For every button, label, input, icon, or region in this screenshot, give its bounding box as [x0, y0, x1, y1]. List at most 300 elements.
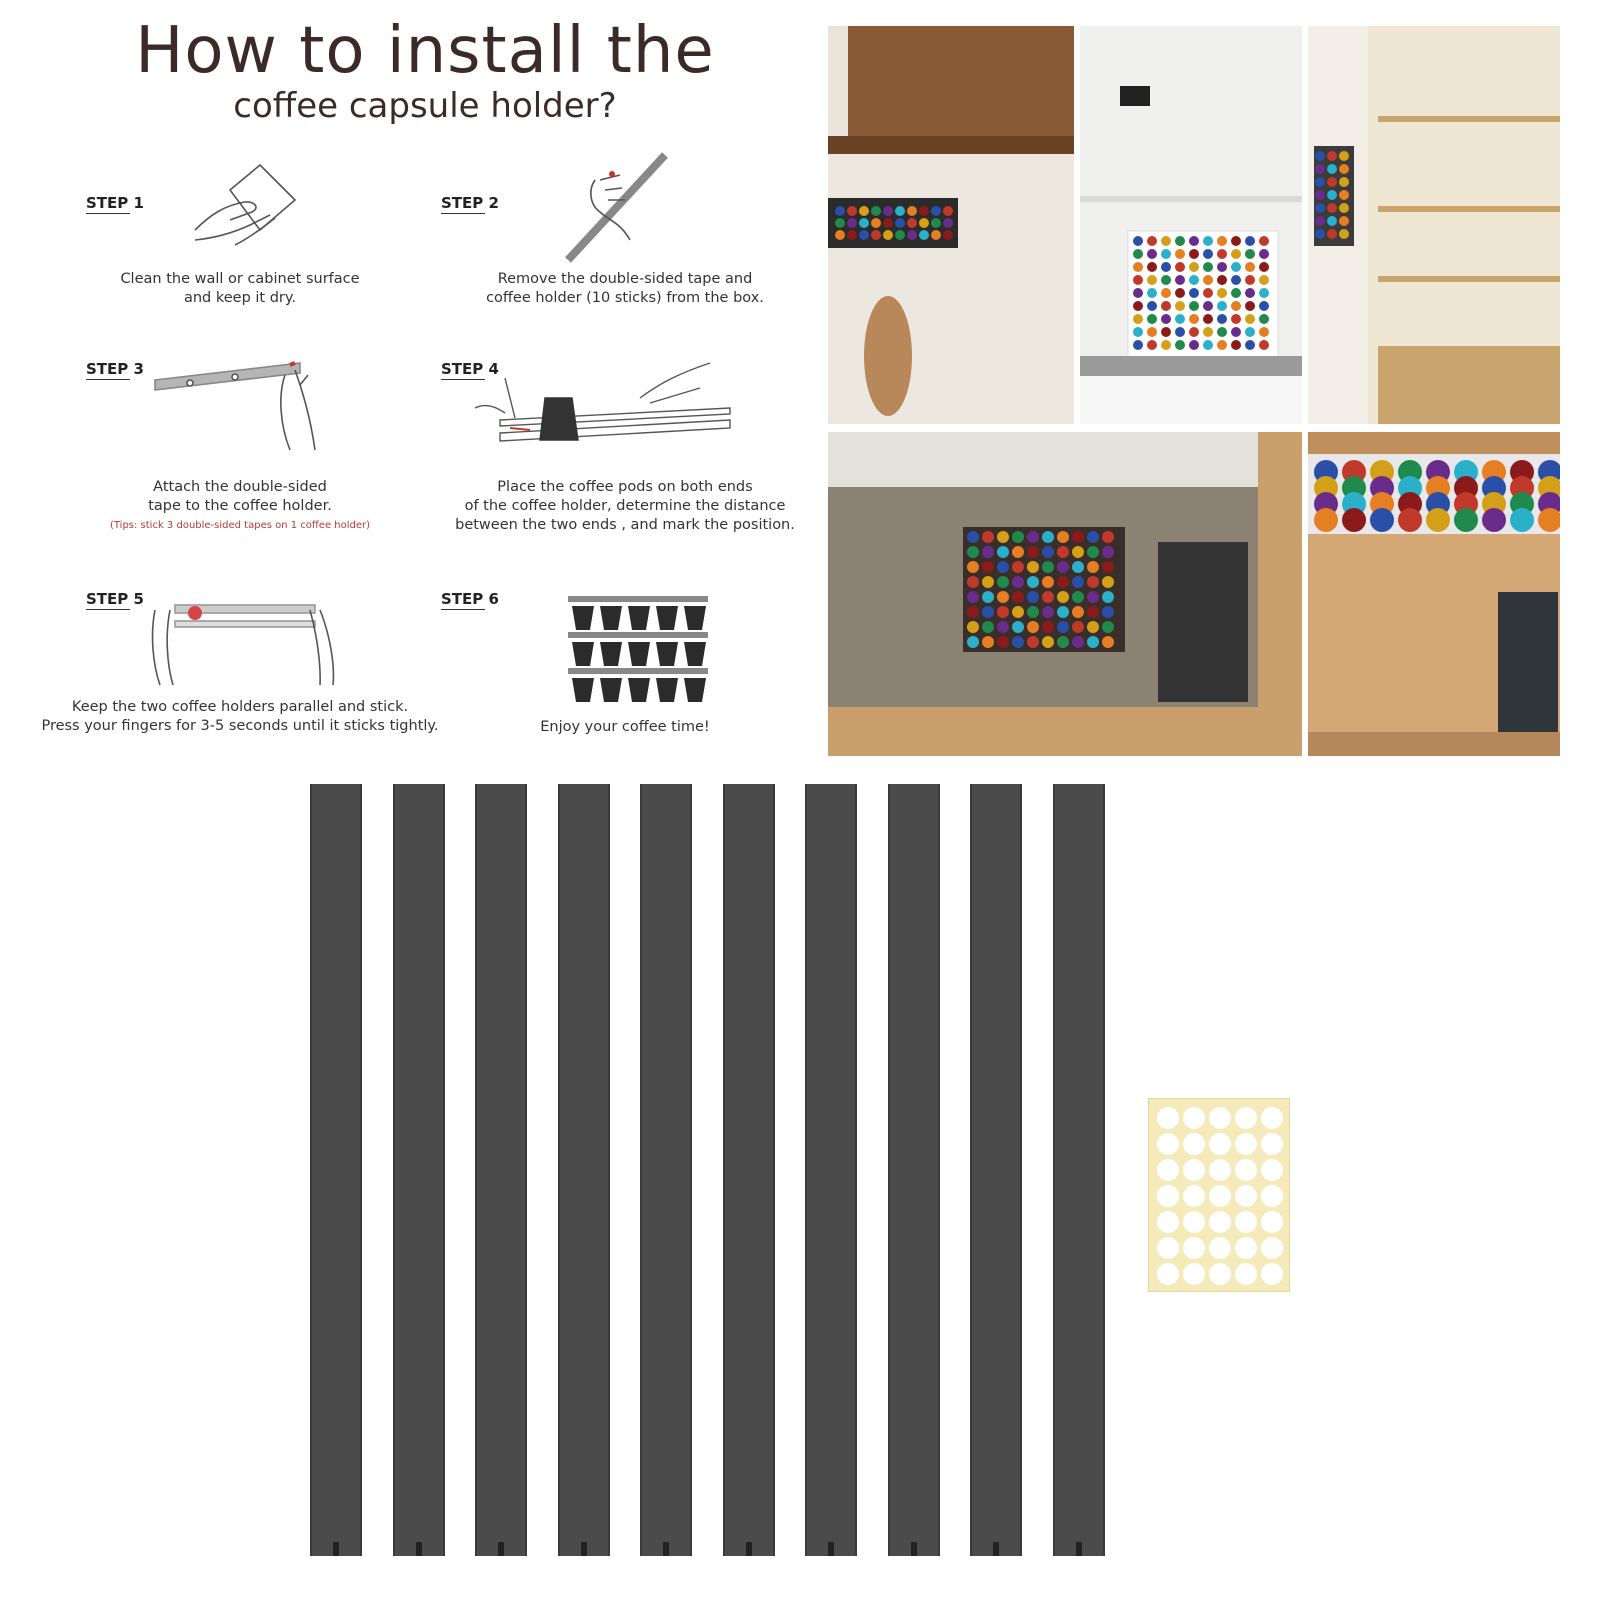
- step-1-label: STEP 1: [86, 194, 144, 212]
- tape-dot: [1157, 1107, 1179, 1129]
- capsule: [982, 546, 994, 558]
- capsule: [931, 206, 941, 216]
- tape-dot: [1157, 1211, 1179, 1233]
- capsule: [931, 218, 941, 228]
- install-subtitle: coffee capsule holder?: [233, 86, 617, 126]
- tape-dot: [1183, 1107, 1205, 1129]
- holder-stick: [1053, 784, 1105, 1556]
- step-3-label: STEP 3: [86, 360, 144, 378]
- capsule: [1087, 546, 1099, 558]
- capsule: [1327, 164, 1337, 174]
- double-sided-tape-sheet: [1148, 1098, 1290, 1292]
- tape-dot: [1183, 1237, 1205, 1259]
- holder-stick: [393, 784, 445, 1556]
- press-holders-icon: [145, 595, 345, 695]
- capsule: [1217, 275, 1227, 285]
- tape-dot: [1157, 1263, 1179, 1285]
- capsule: [1217, 262, 1227, 272]
- capsule: [1189, 275, 1199, 285]
- capsule: [1175, 236, 1185, 246]
- filled-holder-icon: [568, 596, 708, 711]
- capsule: [907, 206, 917, 216]
- step-3-caption-line1: Attach the double-sided: [153, 479, 327, 495]
- step-5-label: STEP 5: [86, 590, 144, 608]
- tape-dot: [1157, 1133, 1179, 1155]
- capsule: [1339, 190, 1349, 200]
- capsule: [1231, 340, 1241, 350]
- capsule: [1175, 314, 1185, 324]
- capsule: [1315, 164, 1325, 174]
- tape-dot: [1235, 1159, 1257, 1181]
- capsule: [883, 218, 893, 228]
- capsule: [835, 218, 845, 228]
- holder-stick: [723, 784, 775, 1556]
- capsule: [1217, 327, 1227, 337]
- capsule: [1510, 508, 1534, 532]
- capsule: [1102, 591, 1114, 603]
- capsule: [1259, 288, 1269, 298]
- capsule: [1087, 591, 1099, 603]
- holder-stick: [310, 784, 362, 1556]
- capsule: [1147, 275, 1157, 285]
- capsule: [1175, 249, 1185, 259]
- capsule: [1012, 561, 1024, 573]
- capsule: [1175, 288, 1185, 298]
- capsule: [1072, 576, 1084, 588]
- capsule: [1161, 249, 1171, 259]
- capsule: [982, 621, 994, 633]
- capsule: [1161, 327, 1171, 337]
- capsule: [1147, 340, 1157, 350]
- capsule: [1057, 576, 1069, 588]
- capsule: [1161, 314, 1171, 324]
- capsule: [895, 206, 905, 216]
- capsule: [1147, 327, 1157, 337]
- capsule: [1057, 561, 1069, 573]
- capsule: [1339, 177, 1349, 187]
- capsule: [997, 546, 1009, 558]
- capsule: [967, 531, 979, 543]
- capsule: [1133, 327, 1143, 337]
- capsule: [1314, 508, 1338, 532]
- capsule: [1133, 236, 1143, 246]
- photo-wall-mounted: [1080, 26, 1302, 424]
- step-4-caption: [445, 478, 805, 535]
- capsule: [1147, 314, 1157, 324]
- capsule: [1027, 621, 1039, 633]
- tape-dot: [1235, 1237, 1257, 1259]
- photo-kitchen-backsplash: [828, 432, 1302, 756]
- capsule: [1339, 164, 1349, 174]
- capsule: [1189, 327, 1199, 337]
- capsule: [1175, 301, 1185, 311]
- capsule: [847, 230, 857, 240]
- capsule: [997, 561, 1009, 573]
- capsule: [847, 218, 857, 228]
- capsule: [871, 230, 881, 240]
- capsule: [1072, 606, 1084, 618]
- capsule: [1231, 327, 1241, 337]
- capsule: [1027, 591, 1039, 603]
- step-4-label: STEP 4: [441, 360, 499, 378]
- step-4-caption-line3: between the two ends , and mark the position.: [455, 517, 795, 533]
- holder-stick: [640, 784, 692, 1556]
- step-2-label: STEP 2: [441, 194, 499, 212]
- capsule: [1133, 249, 1143, 259]
- tape-dot: [1261, 1107, 1283, 1129]
- capsule: [1175, 327, 1185, 337]
- step-3-caption: [90, 478, 390, 535]
- mark-position-icon: [470, 358, 740, 463]
- tape-dot: [1261, 1159, 1283, 1181]
- capsule: [1231, 314, 1241, 324]
- capsule: [1057, 636, 1069, 648]
- capsule: [1102, 531, 1114, 543]
- capsule: [1315, 151, 1325, 161]
- capsule: [1339, 229, 1349, 239]
- capsule: [1189, 314, 1199, 324]
- capsule: [919, 230, 929, 240]
- capsule: [859, 218, 869, 228]
- capsule: [931, 230, 941, 240]
- capsule: [907, 230, 917, 240]
- capsule: [1072, 561, 1084, 573]
- step-2-caption-line2: coffee holder (10 sticks) from the box.: [486, 290, 764, 306]
- capsule: [1245, 314, 1255, 324]
- capsule: [982, 576, 994, 588]
- capsule: [1203, 288, 1213, 298]
- tape-dot: [1261, 1133, 1283, 1155]
- capsule: [1259, 262, 1269, 272]
- capsule: [883, 230, 893, 240]
- capsule: [1203, 236, 1213, 246]
- capsule: [1147, 288, 1157, 298]
- capsule: [1161, 288, 1171, 298]
- capsule: [1087, 606, 1099, 618]
- capsule: [1203, 314, 1213, 324]
- capsule: [1259, 327, 1269, 337]
- capsule: [1102, 636, 1114, 648]
- step-1-caption-line2: and keep it dry.: [183, 290, 297, 306]
- step-4-caption-line2: of the coffee holder, determine the distance: [464, 498, 786, 514]
- tape-dot: [1261, 1211, 1283, 1233]
- capsule: [1189, 262, 1199, 272]
- capsule: [1454, 508, 1478, 532]
- capsule: [967, 576, 979, 588]
- capsule: [997, 591, 1009, 603]
- tape-dot: [1209, 1237, 1231, 1259]
- capsule: [1315, 190, 1325, 200]
- capsule: [1339, 203, 1349, 213]
- step-1-caption: [90, 270, 390, 308]
- capsule: [1327, 177, 1337, 187]
- tape-dot: [1209, 1185, 1231, 1207]
- capsule: [982, 561, 994, 573]
- tape-dot: [1157, 1159, 1179, 1181]
- holder-stick: [805, 784, 857, 1556]
- capsule: [1175, 262, 1185, 272]
- capsule: [895, 218, 905, 228]
- capsule: [1057, 621, 1069, 633]
- capsule: [1042, 591, 1054, 603]
- capsule: [1327, 203, 1337, 213]
- capsule: [997, 576, 1009, 588]
- capsule: [1217, 340, 1227, 350]
- tape-dot: [1235, 1263, 1257, 1285]
- capsule: [1245, 275, 1255, 285]
- capsule: [967, 561, 979, 573]
- capsule: [997, 531, 1009, 543]
- capsule: [1133, 275, 1143, 285]
- capsule: [1217, 249, 1227, 259]
- capsule: [1161, 262, 1171, 272]
- capsule: [1161, 301, 1171, 311]
- tape-dot: [1235, 1107, 1257, 1129]
- capsule: [1012, 636, 1024, 648]
- capsule: [1231, 236, 1241, 246]
- capsule: [919, 218, 929, 228]
- tape-dot: [1183, 1185, 1205, 1207]
- capsule: [967, 591, 979, 603]
- capsule: [895, 230, 905, 240]
- capsule: [1133, 314, 1143, 324]
- capsule: [1189, 301, 1199, 311]
- capsule: [883, 206, 893, 216]
- holder-stick: [558, 784, 610, 1556]
- tape-dot: [1183, 1133, 1205, 1155]
- capsule: [1189, 340, 1199, 350]
- capsule: [1259, 275, 1269, 285]
- capsule: [1315, 229, 1325, 239]
- capsule: [1147, 236, 1157, 246]
- capsule: [1133, 340, 1143, 350]
- capsule: [1057, 591, 1069, 603]
- tape-dot: [1183, 1211, 1205, 1233]
- capsule: [1217, 288, 1227, 298]
- holder-stick: [888, 784, 940, 1556]
- step-1-caption-line1: Clean the wall or cabinet surface: [120, 271, 360, 287]
- photo-pantry-door: [1308, 26, 1560, 424]
- tape-dot: [1235, 1133, 1257, 1155]
- capsule: [1245, 301, 1255, 311]
- capsule: [1042, 531, 1054, 543]
- capsule: [1217, 314, 1227, 324]
- capsule: [1147, 301, 1157, 311]
- capsule: [1245, 236, 1255, 246]
- capsule: [1245, 288, 1255, 298]
- capsule: [1327, 151, 1337, 161]
- capsule: [1203, 340, 1213, 350]
- wipe-surface-icon: [190, 160, 300, 265]
- capsule: [1189, 249, 1199, 259]
- capsule: [1175, 275, 1185, 285]
- capsule: [871, 218, 881, 228]
- capsule: [847, 206, 857, 216]
- tape-dot: [1235, 1211, 1257, 1233]
- capsule: [1042, 561, 1054, 573]
- capsule: [1315, 216, 1325, 226]
- step-5-caption-line2: Press your fingers for 3-5 seconds until it sticks tightly.: [41, 718, 439, 734]
- capsule: [1087, 621, 1099, 633]
- capsule: [1133, 262, 1143, 272]
- capsule: [1012, 531, 1024, 543]
- capsule: [1327, 216, 1337, 226]
- step-3-tip: (Tips: stick 3 double-sided tapes on 1 coffee holder): [109, 520, 371, 531]
- capsule: [1231, 301, 1241, 311]
- capsule: [1087, 531, 1099, 543]
- photo-under-shelf: [1308, 432, 1560, 756]
- capsule: [1027, 636, 1039, 648]
- capsule: [943, 206, 953, 216]
- capsule: [997, 636, 1009, 648]
- capsule: [1339, 151, 1349, 161]
- tape-dot: [1183, 1159, 1205, 1181]
- step-6-label: STEP 6: [441, 590, 499, 608]
- capsule: [1315, 203, 1325, 213]
- capsule: [1161, 275, 1171, 285]
- capsule: [871, 206, 881, 216]
- capsule: [1259, 340, 1269, 350]
- capsule: [982, 591, 994, 603]
- capsule: [1259, 249, 1269, 259]
- capsule: [1339, 216, 1349, 226]
- capsule: [919, 206, 929, 216]
- capsule: [1012, 576, 1024, 588]
- capsule: [1217, 301, 1227, 311]
- capsule: [835, 230, 845, 240]
- capsule: [1482, 508, 1506, 532]
- capsule: [1189, 236, 1199, 246]
- capsule: [982, 606, 994, 618]
- capsule: [1042, 606, 1054, 618]
- tape-dot: [1157, 1237, 1179, 1259]
- capsule: [1012, 606, 1024, 618]
- tape-dot: [1261, 1237, 1283, 1259]
- capsule: [1072, 636, 1084, 648]
- tape-dot: [1157, 1185, 1179, 1207]
- capsule: [967, 621, 979, 633]
- capsule: [982, 531, 994, 543]
- capsule: [1027, 531, 1039, 543]
- step-2-caption: [465, 270, 785, 308]
- capsule: [1087, 576, 1099, 588]
- capsule: [1102, 561, 1114, 573]
- photo-under-cabinet: [828, 26, 1074, 424]
- capsule: [967, 606, 979, 618]
- capsule: [1102, 546, 1114, 558]
- tape-dot: [1209, 1263, 1231, 1285]
- capsule: [1042, 636, 1054, 648]
- install-title: How to install the: [135, 14, 715, 88]
- capsule: [1102, 576, 1114, 588]
- capsule: [1231, 262, 1241, 272]
- step-3-caption-line2: tape to the coffee holder.: [148, 498, 332, 514]
- capsule: [997, 606, 1009, 618]
- capsule: [1327, 190, 1337, 200]
- capsule: [1012, 621, 1024, 633]
- capsule: [1027, 576, 1039, 588]
- capsule: [1245, 262, 1255, 272]
- capsule: [1133, 301, 1143, 311]
- capsule: [1027, 561, 1039, 573]
- capsule: [967, 636, 979, 648]
- capsule: [1259, 236, 1269, 246]
- tape-dot: [1183, 1263, 1205, 1285]
- capsule: [1315, 177, 1325, 187]
- capsule: [1102, 621, 1114, 633]
- step-6-caption: Enjoy your coffee time!: [540, 719, 710, 735]
- step-5-caption: [40, 698, 440, 736]
- capsule: [859, 206, 869, 216]
- capsule: [1027, 546, 1039, 558]
- capsule: [1203, 262, 1213, 272]
- capsule: [1245, 327, 1255, 337]
- capsule: [1203, 327, 1213, 337]
- capsule: [1342, 508, 1366, 532]
- capsule: [982, 636, 994, 648]
- capsule: [1012, 546, 1024, 558]
- capsule: [967, 546, 979, 558]
- capsule: [1042, 546, 1054, 558]
- capsule: [1175, 340, 1185, 350]
- tape-dot: [1235, 1185, 1257, 1207]
- capsule: [1231, 275, 1241, 285]
- tape-dot: [1261, 1185, 1283, 1207]
- capsule: [943, 230, 953, 240]
- capsule: [1087, 561, 1099, 573]
- capsule: [1203, 275, 1213, 285]
- holder-stick: [970, 784, 1022, 1556]
- capsule: [1161, 340, 1171, 350]
- capsule: [1231, 288, 1241, 298]
- holder-stick: [475, 784, 527, 1556]
- capsule: [1245, 340, 1255, 350]
- capsule: [1072, 546, 1084, 558]
- capsule: [835, 206, 845, 216]
- capsule: [1072, 531, 1084, 543]
- tape-dot: [1209, 1133, 1231, 1155]
- tape-dot: [1209, 1159, 1231, 1181]
- capsule: [859, 230, 869, 240]
- capsule: [1072, 591, 1084, 603]
- capsule: [1147, 249, 1157, 259]
- capsule: [907, 218, 917, 228]
- hand-holding-stick-icon: [560, 150, 670, 270]
- capsule: [1259, 301, 1269, 311]
- capsule: [943, 218, 953, 228]
- capsule: [1370, 508, 1394, 532]
- step-4-caption-line1: Place the coffee pods on both ends: [497, 479, 753, 495]
- capsule: [1042, 621, 1054, 633]
- step-2-caption-line1: Remove the double-sided tape and: [497, 271, 753, 287]
- capsule: [1042, 576, 1054, 588]
- capsule: [1057, 546, 1069, 558]
- step-5-caption-line1: Keep the two coffee holders parallel and stick.: [71, 699, 409, 715]
- attach-tape-icon: [150, 355, 330, 465]
- capsule: [1245, 249, 1255, 259]
- capsule: [1217, 236, 1227, 246]
- tape-dot: [1209, 1107, 1231, 1129]
- tape-dot: [1209, 1211, 1231, 1233]
- capsule: [1147, 262, 1157, 272]
- tape-dot: [1261, 1263, 1283, 1285]
- capsule: [1327, 229, 1337, 239]
- capsule: [1087, 636, 1099, 648]
- capsule: [1027, 606, 1039, 618]
- capsule: [1259, 314, 1269, 324]
- capsule: [1189, 288, 1199, 298]
- capsule: [1133, 288, 1143, 298]
